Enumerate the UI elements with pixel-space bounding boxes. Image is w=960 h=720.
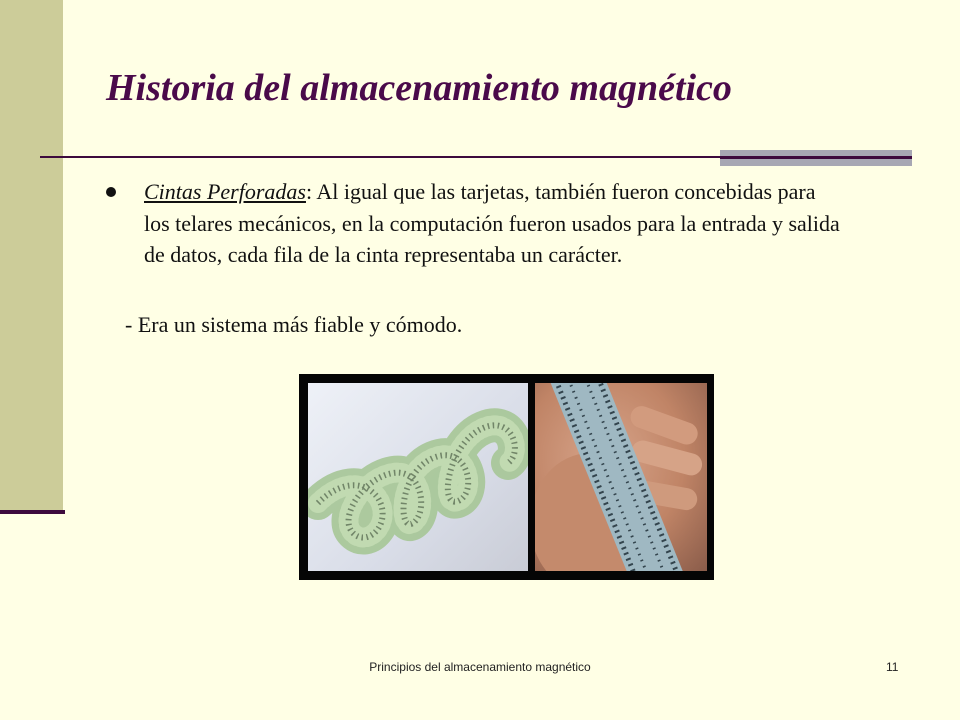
hand-tape-drawing [535,383,707,571]
punched-tape-roll-image [308,383,528,571]
left-decorative-band [0,0,63,513]
slide-number: 11 [886,660,899,674]
hand-holding-tape-image [535,383,707,571]
punched-tape-photo [299,374,714,580]
footer-text: Principios del almacenamiento magnético [369,660,591,674]
bullet-icon [106,187,116,197]
bullet-text [144,176,846,271]
bullet-item [106,176,846,271]
subpoint-text: - Era un sistema más fiable y cómodo. [125,312,463,337]
bullet-body: Al igual que las tarjetas, también fueron concebidas para los telares mecánicos, en la computación fueron usados para la entrada y salida de datos, cada fila de la cinta representaba un carácter. [144,179,840,267]
bullet-term: Cintas Perforadas [144,179,306,204]
title-divider-accent [720,156,912,159]
bullet-colon: : [305,179,313,204]
left-band-accent-line [0,510,65,514]
tape-roll-drawing [308,383,528,571]
slide-title: Historia del almacenamiento magnético [106,67,732,109]
